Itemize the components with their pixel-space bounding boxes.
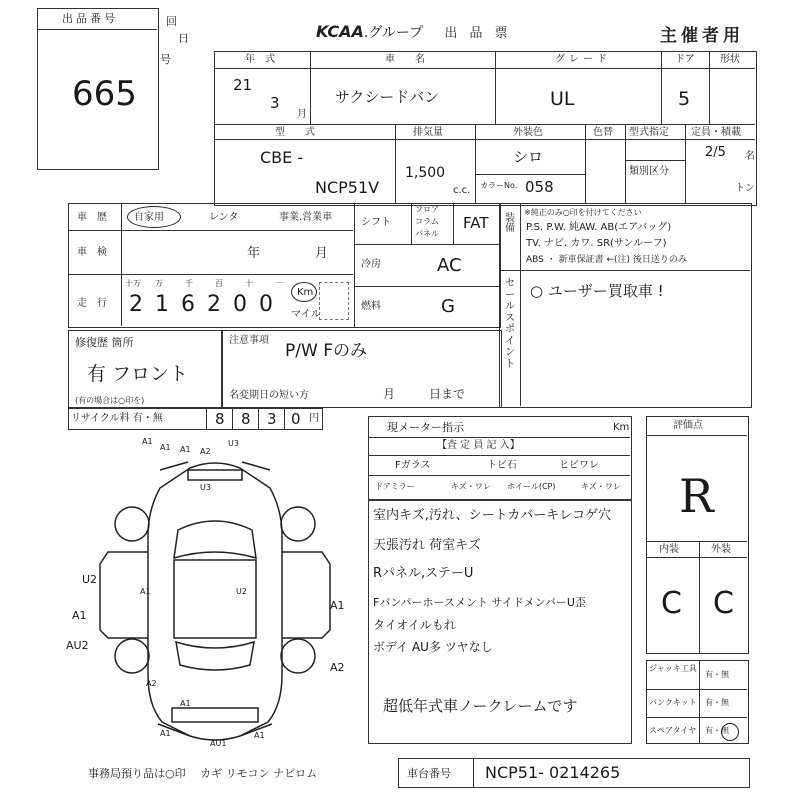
damage-mark: A2 xyxy=(200,447,211,456)
meter-box xyxy=(368,416,632,500)
displacement: 1,500 xyxy=(405,165,446,181)
org-logo: KCAA xyxy=(316,22,364,41)
repair-note: (有の場合は○印を) xyxy=(75,396,145,405)
damage-mark: A1 xyxy=(160,729,171,738)
mileage-check-box xyxy=(319,282,349,320)
remark-line: ボデイ AU多 ツヤなし xyxy=(373,640,493,654)
shape-label: 形状 xyxy=(720,54,740,65)
deadline-label: 名変期日の短い方 xyxy=(229,390,309,401)
diagram-annotations xyxy=(60,437,370,760)
grade-label: グレード xyxy=(555,54,611,65)
mileage-label: 走 行 xyxy=(77,298,107,309)
equip-line-3: ABS ・ 新車保証書 ←(注) 後日送りのみ xyxy=(526,255,687,265)
inspector-label: 【査 定 員 記 入】 xyxy=(437,440,520,451)
notes-box xyxy=(222,330,502,408)
grade-label: 評価点 xyxy=(673,420,703,431)
ac-value: AC xyxy=(437,255,462,276)
spare-state: 有・無 xyxy=(705,726,729,735)
remark-line: 室内キズ,汚れ、シートカバーキレコゲ穴 xyxy=(373,508,612,523)
vehicle-grid xyxy=(214,51,757,206)
punc-state: 有・無 xyxy=(705,698,729,707)
inspection-year: 年 xyxy=(247,246,261,261)
damage-mark: U2 xyxy=(82,573,98,586)
name-label: 車 名 xyxy=(385,54,425,65)
damage-mark: A1 xyxy=(180,699,191,708)
history-opt-private: 自家用 xyxy=(134,212,164,223)
damage-mark: A2 xyxy=(146,679,157,688)
repair-value: 有 フロント xyxy=(87,363,189,385)
wheel-label: ホイール(CP) xyxy=(507,482,556,491)
mileage-value: 216200 xyxy=(129,292,285,317)
remark-line: Fバンパーホースメント サイドメンバーU歪 xyxy=(373,596,586,609)
sales-label: セールスポイント xyxy=(505,278,515,370)
wheel-state: キズ・ワレ xyxy=(581,482,621,491)
damage-mark: U3 xyxy=(200,483,211,492)
jack-label: ジャッキ工具 xyxy=(649,664,697,673)
chip-label: トビ石 xyxy=(487,460,517,471)
km-circle xyxy=(291,282,317,302)
color-value: シロ xyxy=(513,148,544,166)
group-label: .グループ xyxy=(363,25,424,41)
km-label: Km xyxy=(297,287,314,298)
recycle-digit-3: 3 xyxy=(267,410,277,428)
damage-mark: AU1 xyxy=(210,739,227,748)
header xyxy=(316,22,512,42)
inspection-month: 月 xyxy=(315,246,329,261)
disp-label: 排気量 xyxy=(413,127,443,138)
damage-mark: A1 xyxy=(254,731,265,740)
spare-circle xyxy=(721,723,739,741)
recycle-digit-4: 0 xyxy=(291,410,301,428)
equip-block xyxy=(499,203,752,408)
damage-mark: A1 xyxy=(72,609,87,622)
tools-box xyxy=(646,660,749,744)
recycle-digit-2: 8 xyxy=(241,410,251,428)
fuel-label: 燃料 xyxy=(361,301,381,312)
spare-label: スペアタイヤ xyxy=(649,726,697,735)
damage-mark: A1 xyxy=(180,445,191,454)
door-label: ドア xyxy=(675,54,695,65)
deadline-day: 日まで xyxy=(429,387,466,401)
color-code-label: カラーNo. xyxy=(480,181,518,190)
grade-value: UL xyxy=(550,88,575,110)
crack-label: ヒビワレ xyxy=(559,460,599,471)
year-value: 21 xyxy=(233,76,253,94)
damage-mark: A1 xyxy=(142,437,153,446)
cc-unit: c.c. xyxy=(453,185,471,196)
lot-label: 出品番号 xyxy=(62,12,118,25)
model-code: NCP51V xyxy=(315,178,380,197)
cap-label: 定員・積載 xyxy=(691,127,741,138)
remark-line: タイオイルもれ xyxy=(373,618,456,632)
recycle-digit-1: 8 xyxy=(215,410,225,428)
remark-line: Rパネル,ステーU xyxy=(373,566,474,581)
month-unit: 月 xyxy=(297,109,307,120)
sales-point: ○ ユーザー買取車 ! xyxy=(530,282,664,300)
meter-label: 現メーター指示 xyxy=(387,421,464,434)
exterior-grade: C xyxy=(713,586,734,621)
year-label: 年 式 xyxy=(245,54,275,65)
remark-note: 超低年式車ノークレームです xyxy=(383,697,578,715)
mile-label: マイル xyxy=(291,309,321,320)
recycle-label: リサイクル料 有・無 xyxy=(71,413,163,424)
remarks-box xyxy=(368,500,632,744)
shift-value: FAT xyxy=(463,214,489,232)
nichi-label: 日 xyxy=(178,32,189,45)
meter-km: Km xyxy=(613,422,630,433)
recycle-box xyxy=(68,408,323,430)
history-opt-rental: レンタ xyxy=(209,212,239,223)
class-label: 類別区分 xyxy=(629,166,669,177)
notes-label: 注意事項 xyxy=(229,335,269,346)
lot-number: 665 xyxy=(72,74,137,114)
spec-block: シフト フロア コラム パネル FAT 冷房 AC 燃料 G xyxy=(354,203,501,328)
role-label: 主催者用 xyxy=(660,26,744,46)
chassis-label: 車台番号 xyxy=(407,767,451,780)
door-value: 5 xyxy=(678,88,691,110)
shift-label: シフト xyxy=(361,217,391,228)
inspection-label: 車 検 xyxy=(77,247,107,258)
damage-mark: A1 xyxy=(160,443,171,452)
mei-unit: 名 xyxy=(745,151,755,162)
go-label: 号 xyxy=(160,53,171,66)
chassis-number: NCP51- 0214265 xyxy=(485,763,621,782)
chassis-box xyxy=(398,758,750,788)
ac-label: 冷房 xyxy=(361,259,381,270)
type-prefix: CBE - xyxy=(260,148,304,167)
kai-label: 回 xyxy=(166,15,177,28)
history-opt-business: 事業.営業車 xyxy=(279,212,333,223)
equip-label: 装備 xyxy=(505,213,515,234)
history-label: 車 歴 xyxy=(77,212,107,223)
fglass-label: Fガラス xyxy=(395,460,431,471)
damage-mark: U2 xyxy=(236,587,247,596)
notes-value: P/W Fのみ xyxy=(285,341,367,361)
deadline-month: 月 xyxy=(383,387,396,401)
mileage-digits: 十万 万 千 百 十 一 216200 xyxy=(125,279,285,317)
mirror-state: キズ・ワレ xyxy=(451,482,491,491)
ton-unit: トン xyxy=(735,183,755,194)
jack-state: 有・無 xyxy=(705,670,729,679)
repair-label: 修復歴 箇所 xyxy=(75,336,134,349)
door-mirror-label: ドアミラー xyxy=(375,482,415,491)
car-name: サクシードバン xyxy=(335,88,440,106)
equip-line-1: P.S. P.W. 純AW. AB(エアバッグ) xyxy=(526,222,672,233)
damage-mark: A1 xyxy=(330,599,345,612)
color-label: 外装色 xyxy=(513,127,543,138)
left-block xyxy=(68,203,355,328)
form-title: 出 品 票 xyxy=(444,26,512,41)
colorno-label: 色替 xyxy=(593,127,613,138)
equip-note: ※純正のみ○印を付けてください xyxy=(524,208,642,217)
damage-mark: A1 xyxy=(140,587,151,596)
fuel-value: G xyxy=(441,296,455,317)
type-label: 型 式 xyxy=(275,127,315,138)
capacity: 2/5 xyxy=(705,145,726,160)
damage-mark: A2 xyxy=(330,661,345,674)
damage-mark: AU2 xyxy=(66,639,89,652)
repair-box xyxy=(68,330,222,408)
damage-mark: U3 xyxy=(228,439,239,448)
interior-grade: C xyxy=(661,586,682,621)
punc-label: パンクキット xyxy=(649,698,697,707)
color-code: 058 xyxy=(525,178,554,196)
equip-line-2: TV. ナビ. カワ. SR(サンルーフ) xyxy=(526,238,667,249)
remark-line: 天張汚れ 荷室キズ xyxy=(373,538,481,553)
yen-unit: 円 xyxy=(309,413,319,424)
grade-box xyxy=(646,416,749,654)
interior-label: 内装 xyxy=(659,544,679,555)
grade-value: R xyxy=(679,469,714,523)
exterior-label: 外装 xyxy=(711,544,731,555)
history-circle xyxy=(127,206,181,228)
office-items: 事務局預り品は○印 カギ リモコン ナビロム xyxy=(88,767,318,780)
month-value: 3 xyxy=(270,94,280,112)
cert-label: 型式指定 xyxy=(629,127,669,138)
lot-box xyxy=(37,8,159,170)
